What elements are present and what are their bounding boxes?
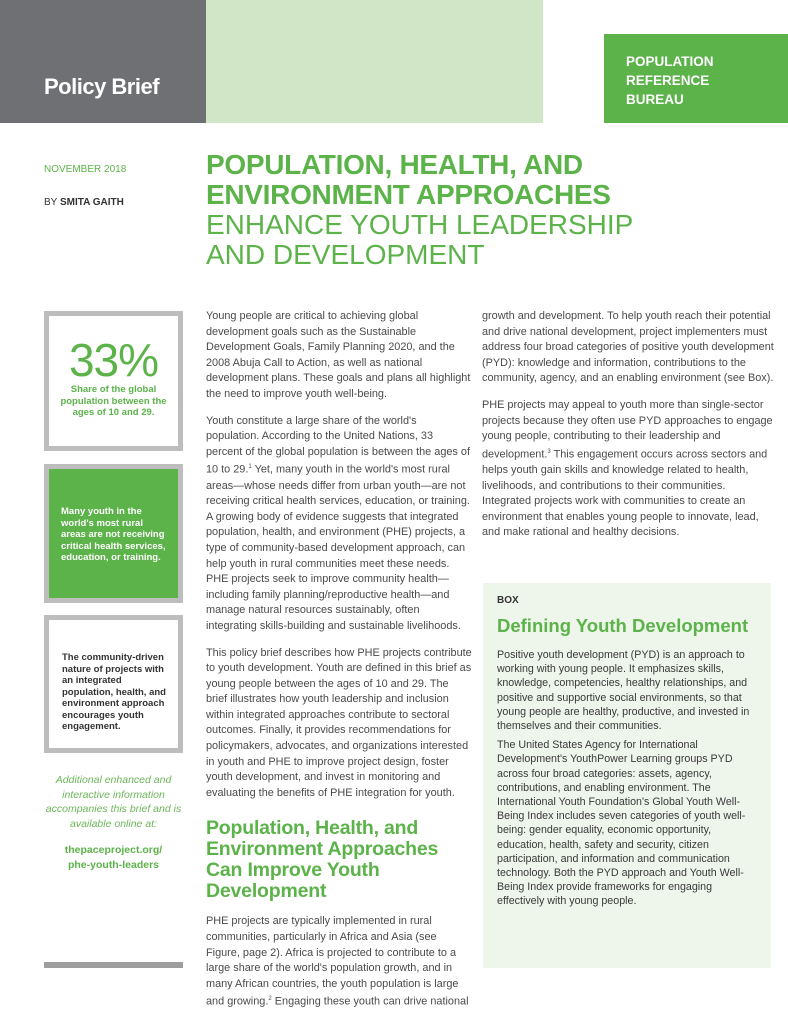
publication-date: NOVEMBER 2018 xyxy=(44,164,127,175)
link-line[interactable]: phe-youth-leaders xyxy=(67,859,159,871)
stat-value: 33% xyxy=(68,334,159,386)
paragraph: PHE projects are typically implemented in rural communities, particularly in Africa and Asia (see Figure, page 2). Africa is projected to contribute to a large share of the world's population growth, and in many African countries, the youth population is large and growing.$^2$ Engaging these youth can drive national xyxy=(206,915,469,1009)
online-link[interactable] xyxy=(44,843,183,873)
header-gray-block xyxy=(0,0,206,123)
publisher-line: POPULATION xyxy=(626,54,714,69)
divider xyxy=(44,962,183,968)
author: SMITA GAITH xyxy=(59,197,124,208)
paragraph: Youth constitute a large share of the world's population. According to the United Nations, 33 percent of the global population is between the ages of 10 to 29.$^1$ Yet, many youth in the world's most rural areas—whose needs differ from urban youth—are not receiving critical health services, education, or training. A growing body of evidence suggests that integrated population, health, and environment (PHE) projects, a type of community-based development approach, can help youth in rural communities meet these needs. PHE projects seek to improve community health—including family planning/reproductive health—and manage natural resources sustainably, often integrating skills-building and sustainable livelihoods. xyxy=(206,414,470,632)
paragraph: Young people are critical to achieving global development goals such as the Sustainable Development Goals, Family Planning 2020, and the 2008 Abuja Call to Action, as well as national development plans. These goals and plans all highlight the need to improve youth well-being. xyxy=(206,310,471,400)
series-label: Policy Brief xyxy=(44,74,160,99)
title-line: POPULATION, HEALTH, AND xyxy=(206,149,583,180)
publisher-line: REFERENCE xyxy=(626,73,710,88)
page-title xyxy=(206,150,766,270)
title-line: ENVIRONMENT APPROACHES xyxy=(206,179,611,210)
subtitle-line: ENHANCE YOUTH LEADERSHIP xyxy=(206,209,634,240)
footnote-ref: 1 xyxy=(248,464,252,471)
stat-box xyxy=(44,311,183,451)
box-label: BOX xyxy=(497,595,519,606)
byline xyxy=(44,197,124,208)
byline-prefix: BY xyxy=(44,197,60,208)
additional-info-note: Additional enhanced and interactive information accompanies this brief and is available online at: xyxy=(45,774,182,830)
subtitle-line: AND DEVELOPMENT xyxy=(206,239,485,270)
link-line[interactable]: thepaceproject.org/ xyxy=(64,844,163,856)
paragraph-continued: growth and development. To help youth reach their potential and drive national development, project implementers must address four broad categories of positive youth development (PYD): knowledge and information, contributions to the community, agency, and an enabling environment (see Box). xyxy=(482,310,774,385)
body-column-1 xyxy=(206,309,472,1022)
paragraph: This policy brief describes how PHE projects contribute to youth development. Youth are defined in this brief as young people between the ages of 10 and 29. The brief illustrates how youth leadership and inclusion within integrated approaches contribute to sectoral outcomes. Finally, it provides recommendations for policymakers, advocates, and organizations interested in youth and PHE to improve project design, foster youth development, and invest in monitoring and evaluating the benefits of PHE integration for youth. xyxy=(206,646,472,799)
box-paragraph: Positive youth development (PYD) is an approach to working with young people. It emphasizes skills, knowledge, competencies, healthy relationships, and positive and supportive social environments, so that young people are healthy, productive, and invested in themselves and their communities. xyxy=(497,649,750,733)
callout-box: The community-driven nature of projects with an integrated population, health, and environment approach encourages youth engagement. xyxy=(44,615,183,753)
box-paragraph: The United States Agency for International Development's YouthPower Learning groups PYD across four broad categories: assets, agency, contributions, and enabling environment. The International Youth Foundation's Global Youth Well-Being Index includes seven categories of youth well-being: gender equality, economic opportunity, education, health, safety and security, citizen participation, and information and communication technology. Both the PYD approach and Youth Well-Being Index provide frameworks for engaging effectively with young people. xyxy=(497,739,746,908)
publisher-logo xyxy=(604,34,788,123)
callout-box: Many youth in the world's most rural areas are not receiving critical health services, education, or training. xyxy=(44,464,183,603)
footnote-ref: 3 xyxy=(547,448,551,455)
box-heading: Defining Youth Development xyxy=(497,615,749,636)
header-light-green-block xyxy=(206,0,543,123)
stat-caption: Share of the global population between the ages of 10 and 29. xyxy=(60,384,167,418)
paragraph: PHE projects may appeal to youth more than single-sector projects because they often use PYD approaches to engage young people, contributing to their leadership and development.$^3$ This engagement occurs across sectors and helps youth gain skills and knowledge related to health, livelihoods, and contributions to their communities. Integrated projects work with communities to create an environment that enables young people to innovate, lead, and make rational and healthy decisions. xyxy=(482,398,773,539)
body-column-2 xyxy=(482,309,774,552)
footnote-ref: 2 xyxy=(268,996,272,1003)
publisher-line: BUREAU xyxy=(626,92,684,107)
definition-box xyxy=(483,583,771,968)
section-heading: Population, Health, and Environment Approaches Can Improve Youth Development xyxy=(206,817,439,903)
